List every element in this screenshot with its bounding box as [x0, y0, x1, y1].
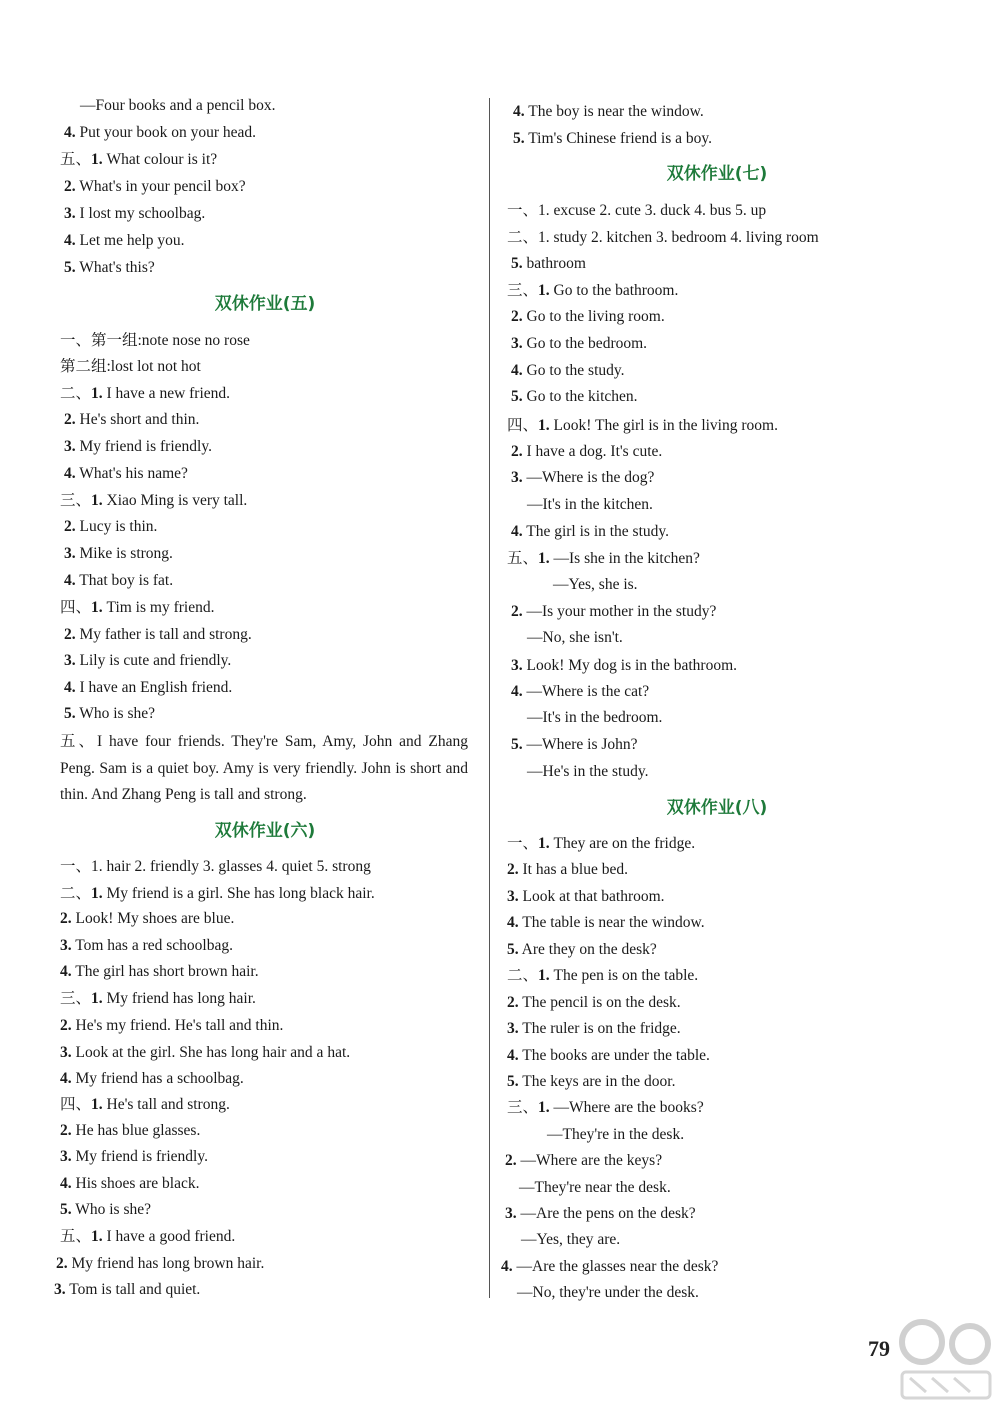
answer-line: —They're near the desk. [519, 1179, 671, 1196]
answer-line: 3. —Are the pens on the desk? [505, 1205, 696, 1222]
answer-line: 5. Tim's Chinese friend is a boy. [513, 130, 713, 147]
answer-line: 3. Look at that bathroom. [507, 888, 665, 905]
answer-line: 二、1. I have a new friend. [60, 385, 231, 402]
answer-line: 2. What's in your pencil box? [64, 178, 246, 195]
section-heading-6: 双休作业(六) [214, 821, 316, 841]
answer-line: 5. Who is she? [64, 705, 155, 722]
answer-line: 四、1. Look! The girl is in the living room. [507, 417, 778, 434]
answer-line: 5. The keys are in the door. [507, 1073, 676, 1090]
answer-line: 4. Put your book on your head. [64, 124, 257, 141]
answer-line: —It's in the bedroom. [527, 709, 663, 726]
answer-line: 2. He has blue glasses. [60, 1122, 201, 1139]
answer-line: 一、1. They are on the fridge. [507, 835, 696, 852]
answer-line: 3. My friend is friendly. [60, 1148, 208, 1165]
answer-line: 4. The table is near the window. [507, 914, 705, 931]
answer-line: 3. I lost my schoolbag. [64, 205, 206, 222]
column-divider [489, 98, 490, 1298]
answer-line: 2. —Where are the keys? [505, 1152, 663, 1169]
answer-line: 4. His shoes are black. [60, 1175, 200, 1192]
answer-line: 4. The books are under the table. [507, 1047, 710, 1064]
answer-line: 4. My friend has a schoolbag. [60, 1070, 244, 1087]
answer-line: 三、1. —Where are the books? [507, 1099, 704, 1116]
answer-line: 2. He's short and thin. [64, 411, 200, 428]
answer-line: 四、1. He's tall and strong. [60, 1096, 230, 1113]
answer-line: 5. —Where is John? [511, 736, 638, 753]
answer-line: —Four books and a pencil box. [80, 97, 276, 114]
answer-line: 5. Go to the kitchen. [511, 388, 638, 405]
answer-line: 二、1. My friend is a girl. She has long black hair. [60, 885, 375, 902]
answer-line: —They're in the desk. [547, 1126, 685, 1143]
answer-line: 3. My friend is friendly. [64, 438, 212, 455]
answer-line: 一、1. hair 2. friendly 3. glasses 4. quiet 5. strong [60, 858, 371, 875]
watermark-logo [896, 1316, 996, 1406]
answer-line: 五、1. What colour is it? [60, 151, 218, 168]
answer-line: 4. That boy is fat. [64, 572, 174, 589]
answer-line: 4. —Are the glasses near the desk? [501, 1258, 719, 1275]
answer-line: 二、1. study 2. kitchen 3. bedroom 4. living room [507, 229, 819, 246]
answer-line: —He's in the study. [527, 763, 649, 780]
answer-line: 3. —Where is the dog? [511, 469, 655, 486]
answer-line: 5. bathroom [511, 255, 586, 272]
answer-line: 2. My father is tall and strong. [64, 626, 252, 643]
answer-line: 3. Look at the girl. She has long hair and a hat. [60, 1044, 351, 1061]
answer-line: 5. Are they on the desk? [507, 941, 657, 958]
answer-line: 5. Who is she? [60, 1201, 151, 1218]
answer-line: 5. What's this? [64, 259, 155, 276]
answer-line: —Yes, they are. [521, 1231, 621, 1248]
answer-line: 3. Mike is strong. [64, 545, 173, 562]
answer-line: 3. Tom is tall and quiet. [54, 1281, 201, 1298]
answer-line: 2. It has a blue bed. [507, 861, 628, 878]
answer-line: 4. —Where is the cat? [511, 683, 650, 700]
answer-line: 2. Lucy is thin. [64, 518, 158, 535]
answer-line: 三、1. My friend has long hair. [60, 990, 256, 1007]
answer-line: 4. Let me help you. [64, 232, 185, 249]
answer-line: 3. Go to the bedroom. [511, 335, 648, 352]
answer-line: 4. I have an English friend. [64, 679, 233, 696]
answer-line: —It's in the kitchen. [527, 496, 653, 513]
answer-line: —No, they're under the desk. [517, 1284, 699, 1301]
answer-paragraph: 五、I have four friends. They're Sam, Amy, John and Zhang Peng. Sam is a quiet boy. Amy is very friendly. John is short and thin. And Zhang Peng is tall and strong. [60, 733, 468, 803]
answer-line: 2. I have a dog. It's cute. [511, 443, 663, 460]
answer-line: 2. —Is your mother in the study? [511, 603, 717, 620]
answer-line: 五、1. I have a good friend. [60, 1228, 236, 1245]
section-heading-5: 双休作业(五) [214, 294, 316, 314]
answer-line: 2. The pencil is on the desk. [507, 994, 681, 1011]
answer-line: 2. My friend has long brown hair. [56, 1255, 265, 1272]
answer-line: —Yes, she is. [553, 576, 638, 593]
answer-line: 一、1. excuse 2. cute 3. duck 4. bus 5. up [507, 202, 767, 219]
answer-line: 4. The boy is near the window. [513, 103, 704, 120]
answer-line: 五、1. —Is she in the kitchen? [507, 550, 700, 567]
answer-line: 4. The girl has short brown hair. [60, 963, 259, 980]
answer-line: 第二组:lost lot not hot [60, 358, 201, 375]
answer-line: 2. Look! My shoes are blue. [60, 910, 235, 927]
answer-line: 3. Tom has a red schoolbag. [60, 937, 233, 954]
answer-line: 3. Look! My dog is in the bathroom. [511, 657, 738, 674]
section-heading-8: 双休作业(八) [666, 798, 768, 818]
answer-line: 4. Go to the study. [511, 362, 625, 379]
answer-line: 三、1. Go to the bathroom. [507, 282, 679, 299]
answer-line: 二、1. The pen is on the table. [507, 967, 699, 984]
answer-line: 3. Lily is cute and friendly. [64, 652, 232, 669]
answer-line: 一、第一组:note nose no rose [60, 332, 250, 349]
answer-line: 3. The ruler is on the fridge. [507, 1020, 681, 1037]
answer-line: 2. He's my friend. He's tall and thin. [60, 1017, 284, 1034]
page-number: 79 [868, 1336, 890, 1361]
answer-line: 三、1. Xiao Ming is very tall. [60, 492, 248, 509]
answer-line: 4. The girl is in the study. [511, 523, 670, 540]
answer-line: 2. Go to the living room. [511, 308, 665, 325]
answer-line: —No, she isn't. [527, 629, 623, 646]
answer-line: 四、1. Tim is my friend. [60, 599, 215, 616]
section-heading-7: 双休作业(七) [666, 164, 768, 184]
answer-line: 4. What's his name? [64, 465, 188, 482]
